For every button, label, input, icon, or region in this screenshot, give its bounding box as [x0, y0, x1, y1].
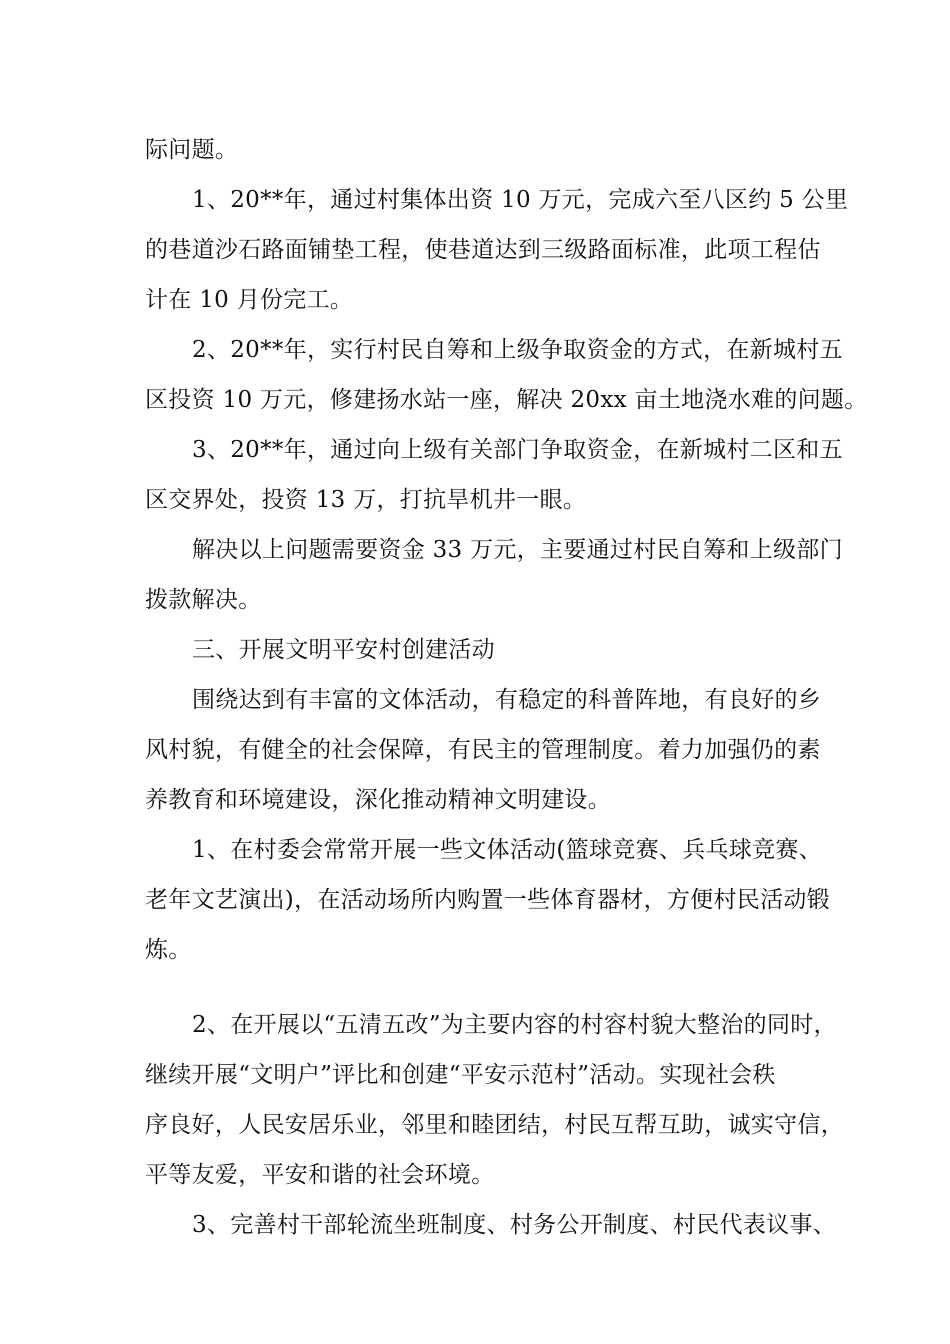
text-line: 2、在开展以“五清五改”为主要内容的村容村貌大整治的同时，: [192, 1012, 837, 1038]
text-line: 计在 10 月份完工。: [145, 287, 354, 313]
text-line: 的巷道沙石路面铺垫工程，使巷道达到三级路面标准，此项工程估: [145, 237, 821, 263]
text-line: 围绕达到有丰富的文体活动，有稳定的科普阵地，有良好的乡: [192, 687, 822, 713]
text-line: 解决以上问题需要资金 33 万元，主要通过村民自筹和上级部门: [192, 537, 843, 563]
text-line: 区交界处，投资 13 万，打抗旱机井一眼。: [145, 487, 587, 513]
text-line: 3、20**年，通过向上级有关部门争取资金，在新城村二区和五: [192, 437, 843, 463]
section-heading: 三、开展文明平安村创建活动: [192, 637, 495, 663]
text-line: 区投资 10 万元，修建扬水站一座，解决 20xx 亩土地浇水难的问题。: [145, 387, 868, 413]
text-line: 3、完善村干部轮流坐班制度、村务公开制度、村民代表议事、: [192, 1212, 837, 1238]
text-line: 1、在村委会常常开展一些文体活动(篮球竞赛、兵乓球竞赛、: [192, 837, 823, 863]
text-line: 继续开展“文明户”评比和创建“平安示范村”活动。实现社会秩: [145, 1062, 776, 1088]
text-line: 际问题。: [145, 137, 239, 163]
text-line: 序良好，人民安居乐业，邻里和睦团结，村民互帮互助，诚实守信，: [145, 1112, 844, 1138]
text-line: 炼。: [145, 937, 192, 963]
text-line: 老年文艺演出)，在活动场所内购置一些体育器材，方便村民活动锻: [145, 887, 830, 913]
text-line: 2、20**年，实行村民自筹和上级争取资金的方式，在新城村五: [192, 337, 843, 363]
text-line: 风村貌，有健全的社会保障，有民主的管理制度。着力加强仍的素: [145, 737, 821, 763]
text-line: 平等友爱，平安和谐的社会环境。: [145, 1162, 495, 1188]
text-line: 1、20**年，通过村集体出资 10 万元，完成六至八区约 5 公里: [192, 187, 849, 213]
text-line: 养教育和环境建设，深化推动精神文明建设。: [145, 787, 611, 813]
text-line: 拨款解决。: [145, 587, 262, 613]
